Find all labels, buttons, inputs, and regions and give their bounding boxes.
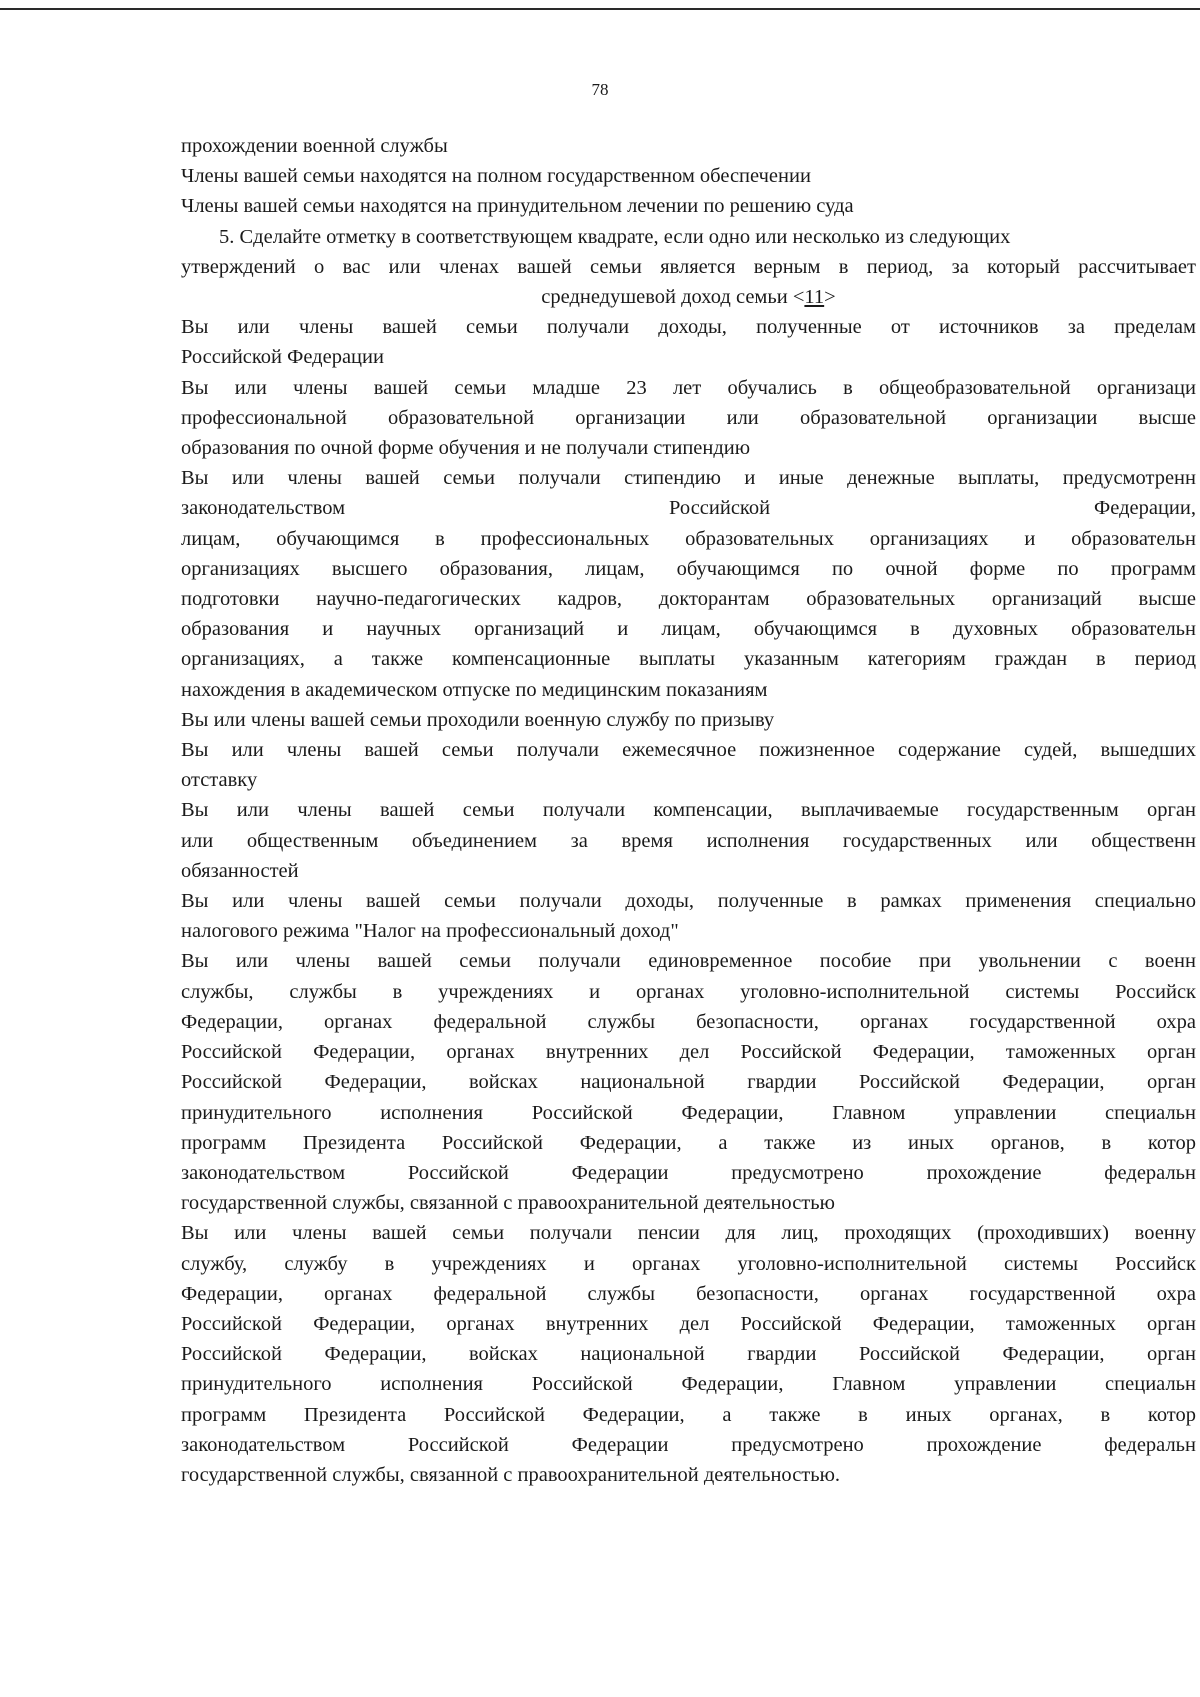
statement-line: программ Президента Российской Федерации, а также в иных органах, в котор bbox=[181, 1403, 1196, 1426]
statement-line: государственной службы, связанной с правоохранительной деятельностью bbox=[181, 1192, 835, 1215]
statement-item bbox=[181, 705, 1196, 735]
statement-line: организациях высшего образования, лицам, обучающимся по очной форме по программ bbox=[181, 557, 1196, 580]
statement-line: Федерации, органах федеральной службы безопасности, органах государственной охра bbox=[181, 1282, 1196, 1305]
statement-line: или общественным объединением за время исполнения государственных или общественн bbox=[181, 829, 1196, 852]
statement-line: нахождения в академическом отпуске по медицинским показаниям bbox=[181, 678, 768, 701]
statement-item bbox=[181, 312, 1196, 372]
section5-line: утверждений о вас или членах вашей семьи является верным в период, за который рассчитывает bbox=[181, 255, 1196, 278]
statement-line: законодательством Российской Федерации предусмотрено прохождение федеральн bbox=[181, 1161, 1196, 1184]
statement-line: Вы или члены вашей семьи получали пенсии для лиц, проходящих (проходивших) военну bbox=[181, 1222, 1196, 1245]
statement-line: государственной службы, связанной с правоохранительной деятельностью. bbox=[181, 1463, 841, 1486]
intro-line: Члены вашей семьи находятся на принудительном лечении по решению суда bbox=[181, 195, 854, 218]
statement-line: службы, службы в учреждениях и органах уголовно-исполнительной системы Российск bbox=[181, 980, 1196, 1003]
statement-line: лицам, обучающимся в профессиональных образовательных организациях и образовательн bbox=[181, 527, 1196, 550]
statement-line: Вы или члены вашей семьи получали стипендию и иные денежные выплаты, предусмотренн bbox=[181, 467, 1196, 490]
statement-item bbox=[181, 1218, 1196, 1490]
statement-line: Российской Федерации, органах внутренних дел Российской Федерации, таможенных орган bbox=[181, 1312, 1196, 1335]
statement-line: профессиональной образовательной организации или образовательной организации высше bbox=[181, 406, 1196, 429]
statement-line: отставку bbox=[181, 769, 258, 792]
statement-line: программ Президента Российской Федерации, а также из иных органов, в котор bbox=[181, 1131, 1196, 1154]
section5-text-end: > bbox=[824, 286, 836, 309]
statement-line: Российской Федерации, войсках национальной гвардии Российской Федерации, орган bbox=[181, 1343, 1196, 1366]
statement-line: законодательством Российской Федерации, bbox=[181, 497, 1196, 520]
statement-item bbox=[181, 886, 1196, 946]
statement-line: принудительного исполнения Российской Федерации, Главном управлении специальн bbox=[181, 1373, 1196, 1396]
statement-line: налогового режима "Налог на профессиональный доход" bbox=[181, 920, 679, 943]
statement-item bbox=[181, 373, 1196, 464]
statement-line: Вы или члены вашей семьи получали доходы, полученные от источников за пределам bbox=[181, 316, 1196, 339]
statement-line: Вы или члены вашей семьи получали компенсации, выплачиваемые государственным орган bbox=[181, 799, 1196, 822]
section5-heading bbox=[181, 282, 1196, 312]
statement-line: принудительного исполнения Российской Федерации, Главном управлении специальн bbox=[181, 1101, 1196, 1124]
section5-text: среднедушевой доход семьи < bbox=[541, 286, 805, 309]
statement-line: подготовки научно-педагогических кадров, докторантам образовательных организаций высше bbox=[181, 588, 1196, 611]
statement-line: Федерации, органах федеральной службы безопасности, органах государственной охра bbox=[181, 1010, 1196, 1033]
statement-line: законодательством Российской Федерации предусмотрено прохождение федеральн bbox=[181, 1433, 1196, 1456]
footnote-reference-link[interactable]: 11 bbox=[804, 286, 825, 309]
page-number: 78 bbox=[591, 80, 609, 99]
page-body bbox=[181, 131, 1196, 1490]
statement-line: службу, службу в учреждениях и органах уголовно-исполнительной системы Российск bbox=[181, 1252, 1196, 1275]
intro-line: прохождении военной службы bbox=[181, 135, 448, 157]
statement-item bbox=[181, 795, 1196, 886]
statement-line: Вы или члены вашей семьи младше 23 лет обучались в общеобразовательной организаци bbox=[181, 376, 1196, 399]
top-rule bbox=[0, 8, 1200, 10]
statement-line: образования и научных организаций и лицам, обучающимся в духовных образовательн bbox=[181, 618, 1196, 641]
statement-item bbox=[181, 735, 1196, 795]
statement-item bbox=[181, 463, 1196, 705]
statement-item bbox=[181, 946, 1196, 1218]
statement-line: организациях, а также компенсационные выплаты указанным категориям граждан в период bbox=[181, 648, 1196, 671]
statement-line: обязанностей bbox=[181, 859, 299, 882]
statement-line: Российской Федерации, войсках национальной гвардии Российской Федерации, орган bbox=[181, 1071, 1196, 1094]
statement-line: Вы или члены вашей семьи проходили военную службу по призыву bbox=[181, 708, 775, 731]
statement-line: Вы или члены вашей семьи получали доходы, полученные в рамках применения специально bbox=[181, 890, 1196, 913]
statement-line: Вы или члены вашей семьи получали единовременное пособие при увольнении с военн bbox=[181, 950, 1196, 973]
statement-line: образования по очной форме обучения и не получали стипендию bbox=[181, 437, 751, 460]
statement-line: Российской Федерации bbox=[181, 346, 384, 369]
statement-line: Российской Федерации, органах внутренних дел Российской Федерации, таможенных орган bbox=[181, 1041, 1196, 1064]
section5-line: 5. Сделайте отметку в соответствующем квадрате, если одно или несколько из следующих bbox=[219, 225, 1011, 248]
intro-line: Члены вашей семьи находятся на полном государственном обеспечении bbox=[181, 165, 811, 188]
statement-line: Вы или члены вашей семьи получали ежемесячное пожизненное содержание судей, вышедших bbox=[181, 739, 1196, 762]
statements-list bbox=[181, 312, 1196, 1490]
